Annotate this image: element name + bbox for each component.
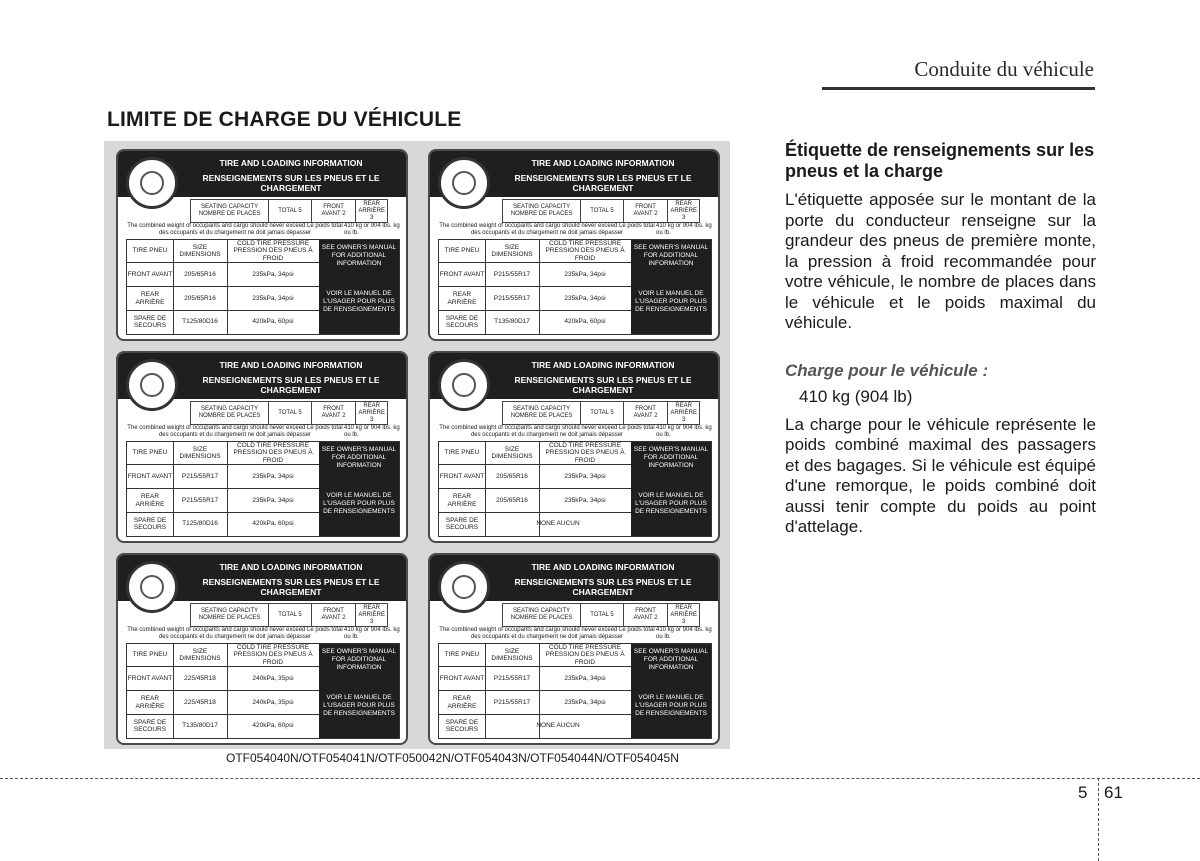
row-front-pressure: 235kPa, 34psi	[564, 472, 606, 480]
footer-dashed-divider	[1098, 778, 1099, 861]
header-pressure: COLD TIRE PRESSURE PRESSION DES PNEUS À FROID	[545, 643, 625, 666]
label-title-en: TIRE AND LOADING INFORMATION	[219, 562, 363, 572]
row-spare-size: T135/80D17	[494, 318, 530, 326]
tire-icon	[126, 157, 178, 209]
tire-label-figure	[104, 141, 730, 749]
row-rear-label: REAR ARRIÈRE	[447, 695, 477, 710]
row-rear-pressure: 235kPa, 34psi	[564, 698, 606, 706]
row-rear-label: REAR ARRIÈRE	[447, 291, 477, 306]
tire-label	[116, 149, 408, 341]
row-spare-size: T125/80D16	[182, 520, 218, 528]
header-tire: TIRE PNEU	[444, 247, 480, 255]
header-tire: TIRE PNEU	[132, 651, 168, 659]
owner-manual-fr: VOIR LE MANUEL DE L'USAGER POUR PLUS DE RENSEIGNEMENTS	[323, 290, 395, 313]
tire-table	[126, 239, 400, 335]
row-front-size: 205/65R16	[184, 270, 216, 278]
row-front-size: P215/55R17	[493, 674, 531, 682]
label-title-fr: RENSEIGNEMENTS SUR LES PNEUS ET LE CHARGEMENT	[202, 173, 380, 193]
tire-icon	[438, 359, 490, 411]
label-title-en: TIRE AND LOADING INFORMATION	[531, 562, 675, 572]
weight-note: The combined weight of occupants and cargo should never exceed Le poids total des occupants et du chargement ne doit jamais dépasser	[439, 627, 655, 640]
header-pressure: COLD TIRE PRESSURE PRESSION DES PNEUS À FROID	[545, 441, 625, 464]
tire-table	[438, 239, 712, 335]
seating-total: TOTAL 5	[581, 200, 624, 222]
row-front-size: P215/55R17	[493, 270, 531, 278]
seating-label: SEATING CAPACITY NOMBRE DE PLACES	[191, 604, 269, 626]
row-rear-size: 205/65R16	[184, 294, 216, 302]
row-rear-pressure: 235kPa, 34psi	[252, 294, 294, 302]
seating-front: FRONT AVANT 2	[312, 402, 357, 424]
owner-manual-en: SEE OWNER'S MANUAL FOR ADDITIONAL INFORMATION	[633, 648, 709, 671]
weight-note: The combined weight of occupants and cargo should never exceed Le poids total des occupants et du chargement ne doit jamais dépasser	[439, 425, 655, 438]
row-rear-size: 225/45R18	[184, 698, 216, 706]
owner-manual-fr: VOIR LE MANUEL DE L'USAGER POUR PLUS DE RENSEIGNEMENTS	[635, 694, 707, 717]
row-rear-label: REAR ARRIÈRE	[135, 695, 165, 710]
seating-capacity-box	[502, 401, 700, 425]
section-title: LIMITE DE CHARGE DU VÉHICULE	[107, 108, 462, 131]
label-title-fr: RENSEIGNEMENTS SUR LES PNEUS ET LE CHARGEMENT	[514, 173, 692, 193]
seating-rear: REAR ARRIÈRE 3	[358, 200, 385, 221]
seating-total: TOTAL 5	[581, 604, 624, 626]
row-spare-pressure: 420kPa, 60psi	[564, 318, 606, 326]
tire-label	[428, 149, 720, 341]
label-title-fr: RENSEIGNEMENTS SUR LES PNEUS ET LE CHARGEMENT	[202, 577, 380, 597]
row-rear-size: 205/65R16	[496, 496, 528, 504]
owner-manual-en: SEE OWNER'S MANUAL FOR ADDITIONAL INFORMATION	[321, 648, 397, 671]
seating-rear: REAR ARRIÈRE 3	[670, 402, 697, 423]
seating-front: FRONT AVANT 2	[624, 402, 669, 424]
owner-manual-box	[631, 240, 711, 334]
owner-manual-fr: VOIR LE MANUEL DE L'USAGER POUR PLUS DE RENSEIGNEMENTS	[635, 290, 707, 313]
label-title-fr: RENSEIGNEMENTS SUR LES PNEUS ET LE CHARGEMENT	[514, 577, 692, 597]
tire-icon	[126, 561, 178, 613]
row-front-size: P215/55R17	[181, 472, 219, 480]
weight-limit: 410 kg or 904 lbs. kg ou lb.	[656, 425, 712, 438]
owner-manual-box	[631, 442, 711, 536]
weight-limit: 410 kg or 904 lbs. kg ou lb.	[656, 627, 712, 640]
seating-front: FRONT AVANT 2	[624, 200, 669, 222]
owner-manual-fr: VOIR LE MANUEL DE L'USAGER POUR PLUS DE RENSEIGNEMENTS	[323, 694, 395, 717]
row-front-label: FRONT AVANT	[127, 472, 173, 480]
weight-note: The combined weight of occupants and cargo should never exceed Le poids total des occupants et du chargement ne doit jamais dépasser	[439, 223, 655, 236]
seating-label: SEATING CAPACITY NOMBRE DE PLACES	[191, 402, 269, 424]
row-spare-label: SPARE DE SECOURS	[133, 314, 167, 329]
page-section-number: 5	[1078, 783, 1088, 802]
right-column	[785, 140, 1096, 538]
row-front-pressure: 240kPa, 35psi	[252, 674, 294, 682]
row-front-label: FRONT AVANT	[439, 472, 485, 480]
row-front-label: FRONT AVANT	[439, 270, 485, 278]
tire-label	[428, 351, 720, 543]
seating-rear: REAR ARRIÈRE 3	[358, 604, 385, 625]
seating-rear: REAR ARRIÈRE 3	[358, 402, 385, 423]
header-rule	[822, 87, 1095, 90]
right-paragraph-2: La charge pour le véhicule représente le poids combiné maximal des passagers et des bagages. Si le véhicule est équipé d'une remorque, le poids combiné doit aussi tenir compte du poids au point d'attelage.	[785, 414, 1096, 536]
row-front-pressure: 235kPa, 34psi	[252, 270, 294, 278]
row-rear-label: REAR ARRIÈRE	[447, 493, 477, 508]
row-rear-label: REAR ARRIÈRE	[135, 291, 165, 306]
row-front-pressure: 235kPa, 34psi	[564, 674, 606, 682]
owner-manual-fr: VOIR LE MANUEL DE L'USAGER POUR PLUS DE RENSEIGNEMENTS	[323, 492, 395, 515]
seating-capacity-box	[502, 199, 700, 223]
header-tire: TIRE PNEU	[132, 449, 168, 457]
seating-total: TOTAL 5	[269, 200, 312, 222]
figure-caption: OTF054040N/OTF054041N/OTF050042N/OTF054043N/OTF054044N/OTF054045N	[226, 751, 679, 765]
label-title-fr: RENSEIGNEMENTS SUR LES PNEUS ET LE CHARGEMENT	[514, 375, 692, 395]
row-front-pressure: 235kPa, 34psi	[252, 472, 294, 480]
row-front-size: 225/45R18	[184, 674, 216, 682]
tire-label	[116, 351, 408, 543]
row-rear-size: P215/55R17	[493, 698, 531, 706]
seating-label: SEATING CAPACITY NOMBRE DE PLACES	[503, 402, 581, 424]
owner-manual-box	[319, 442, 399, 536]
tire-label	[428, 553, 720, 745]
header-tire: TIRE PNEU	[444, 651, 480, 659]
owner-manual-en: SEE OWNER'S MANUAL FOR ADDITIONAL INFORMATION	[633, 244, 709, 267]
tire-table	[126, 643, 400, 739]
header-tire: TIRE PNEU	[444, 449, 480, 457]
label-title-en: TIRE AND LOADING INFORMATION	[531, 158, 675, 168]
tire-icon	[126, 359, 178, 411]
owner-manual-box	[631, 644, 711, 738]
row-spare-label: SPARE DE SECOURS	[133, 516, 167, 531]
label-title-en: TIRE AND LOADING INFORMATION	[219, 158, 363, 168]
tire-icon	[438, 157, 490, 209]
owner-manual-en: SEE OWNER'S MANUAL FOR ADDITIONAL INFORMATION	[633, 446, 709, 469]
header-size: SIZE DIMENSIONS	[179, 647, 221, 662]
row-spare-size: T125/80D16	[182, 318, 218, 326]
seating-label: SEATING CAPACITY NOMBRE DE PLACES	[503, 200, 581, 222]
seating-capacity-box	[502, 603, 700, 627]
label-title-en: TIRE AND LOADING INFORMATION	[219, 360, 363, 370]
seating-total: TOTAL 5	[581, 402, 624, 424]
owner-manual-fr: VOIR LE MANUEL DE L'USAGER POUR PLUS DE RENSEIGNEMENTS	[635, 492, 707, 515]
row-front-pressure: 235kPa, 34psi	[564, 270, 606, 278]
header-size: SIZE DIMENSIONS	[179, 445, 221, 460]
row-rear-size: P215/55R17	[181, 496, 219, 504]
row-spare-pressure: 420kPa, 60psi	[252, 520, 294, 528]
row-spare-none: NONE AUCUN	[536, 722, 580, 730]
seating-rear: REAR ARRIÈRE 3	[670, 604, 697, 625]
header-size: SIZE DIMENSIONS	[491, 647, 533, 662]
header-size: SIZE DIMENSIONS	[179, 243, 221, 258]
row-spare-label: SPARE DE SECOURS	[445, 516, 479, 531]
weight-limit: 410 kg or 904 lbs. kg ou lb.	[344, 627, 400, 640]
row-spare-label: SPARE DE SECOURS	[133, 718, 167, 733]
seating-label: SEATING CAPACITY NOMBRE DE PLACES	[191, 200, 269, 222]
seating-capacity-box	[190, 199, 388, 223]
weight-note: The combined weight of occupants and cargo should never exceed Le poids total des occupants et du chargement ne doit jamais dépasser	[127, 223, 343, 236]
seating-label: SEATING CAPACITY NOMBRE DE PLACES	[503, 604, 581, 626]
row-front-label: FRONT AVANT	[439, 674, 485, 682]
row-front-label: FRONT AVANT	[127, 270, 173, 278]
seating-total: TOTAL 5	[269, 402, 312, 424]
weight-note: The combined weight of occupants and cargo should never exceed Le poids total des occupants et du chargement ne doit jamais dépasser	[127, 425, 343, 438]
running-header-title: Conduite du véhicule	[914, 57, 1094, 81]
seating-capacity-box	[190, 603, 388, 627]
row-spare-pressure: 420kPa, 60psi	[252, 722, 294, 730]
row-front-size: 205/65R16	[496, 472, 528, 480]
row-spare-none: NONE AUCUN	[536, 520, 580, 528]
row-rear-pressure: 235kPa, 34psi	[252, 496, 294, 504]
owner-manual-box	[319, 240, 399, 334]
seating-front: FRONT AVANT 2	[624, 604, 669, 626]
owner-manual-en: SEE OWNER'S MANUAL FOR ADDITIONAL INFORMATION	[321, 446, 397, 469]
header-pressure: COLD TIRE PRESSURE PRESSION DES PNEUS À FROID	[545, 239, 625, 262]
row-rear-label: REAR ARRIÈRE	[135, 493, 165, 508]
row-spare-pressure: 420kPa, 60psi	[252, 318, 294, 326]
label-title-en: TIRE AND LOADING INFORMATION	[531, 360, 675, 370]
tire-icon	[438, 561, 490, 613]
header-pressure: COLD TIRE PRESSURE PRESSION DES PNEUS À FROID	[233, 643, 313, 666]
row-spare-label: SPARE DE SECOURS	[445, 314, 479, 329]
row-front-label: FRONT AVANT	[127, 674, 173, 682]
seating-total: TOTAL 5	[269, 604, 312, 626]
owner-manual-box	[319, 644, 399, 738]
tire-label	[116, 553, 408, 745]
tire-table	[126, 441, 400, 537]
seating-front: FRONT AVANT 2	[312, 604, 357, 626]
load-subheading: Charge pour le véhicule :	[785, 360, 989, 380]
row-rear-pressure: 235kPa, 34psi	[564, 496, 606, 504]
seating-rear: REAR ARRIÈRE 3	[670, 200, 697, 221]
row-rear-size: P215/55R17	[493, 294, 531, 302]
header-tire: TIRE PNEU	[132, 247, 168, 255]
tire-table	[438, 643, 712, 739]
header-size: SIZE DIMENSIONS	[491, 445, 533, 460]
header-size: SIZE DIMENSIONS	[491, 243, 533, 258]
weight-limit: 410 kg or 904 lbs. kg ou lb.	[344, 425, 400, 438]
header-pressure: COLD TIRE PRESSURE PRESSION DES PNEUS À FROID	[233, 239, 313, 262]
row-rear-pressure: 235kPa, 34psi	[564, 294, 606, 302]
weight-limit: 410 kg or 904 lbs. kg ou lb.	[344, 223, 400, 236]
row-spare-size: T135/80D17	[182, 722, 218, 730]
seating-capacity-box	[190, 401, 388, 425]
load-value: 410 kg (904 lb)	[799, 386, 913, 406]
row-spare-label: SPARE DE SECOURS	[445, 718, 479, 733]
right-paragraph-1: L'étiquette apposée sur le montant de la porte du conducteur renseigne sur la grandeur des pneus de première monte, la pression à froid recommandée pour votre véhicule, le nombre de places dans le véhicule et le poids maximal du véhicule.	[785, 190, 1096, 332]
label-title-fr: RENSEIGNEMENTS SUR LES PNEUS ET LE CHARGEMENT	[202, 375, 380, 395]
row-rear-pressure: 240kPa, 35psi	[252, 698, 294, 706]
header-pressure: COLD TIRE PRESSURE PRESSION DES PNEUS À FROID	[233, 441, 313, 464]
right-heading: Étiquette de renseignements sur les pneus et la charge	[785, 140, 1095, 181]
owner-manual-en: SEE OWNER'S MANUAL FOR ADDITIONAL INFORMATION	[321, 244, 397, 267]
weight-note: The combined weight of occupants and cargo should never exceed Le poids total des occupants et du chargement ne doit jamais dépasser	[127, 627, 343, 640]
footer-dashed-line	[0, 778, 1200, 779]
seating-front: FRONT AVANT 2	[312, 200, 357, 222]
tire-table	[438, 441, 712, 537]
page-number: 61	[1104, 783, 1123, 802]
weight-limit: 410 kg or 904 lbs. kg ou lb.	[656, 223, 712, 236]
